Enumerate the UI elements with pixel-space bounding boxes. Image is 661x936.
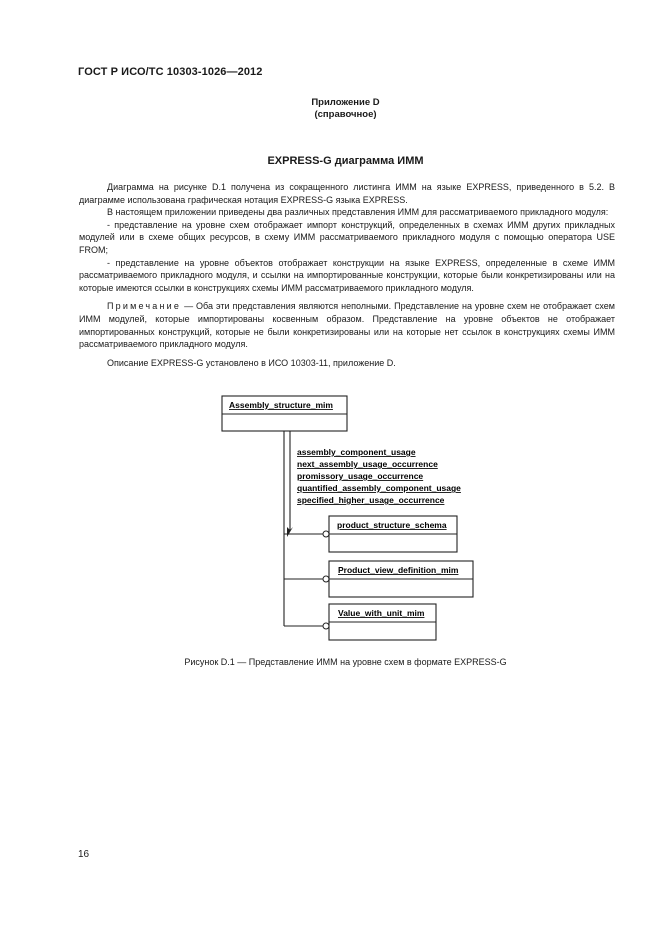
used-entity-item: quantified_assembly_component_usage	[297, 483, 461, 493]
paragraph-reference: Описание EXPRESS-G установлено в ИСО 10303-11, приложение D.	[107, 357, 396, 368]
schema-box-product-structure	[329, 516, 457, 552]
circle-end-icon	[323, 576, 329, 582]
figure-caption-text: Рисунок D.1 — Представление ИММ на уровне схем в формате EXPRESS-G	[184, 657, 507, 667]
circle-end-icon	[323, 531, 329, 537]
annex-title: Приложение D	[311, 97, 380, 108]
paragraph-views: В настоящем приложении приведены два различных представления ИММ для рассматриваемого прикладного модуля:	[107, 207, 609, 218]
schema-box-product-view	[329, 561, 473, 597]
document-code: ГОСТ Р ИСО/ТС 10303-1026—2012	[78, 66, 263, 78]
paragraph-object-view: - представление на уровне объектов отображает конструкции на языке EXPRESS, определенные в схеме ИММ рассматриваемого прикладного модуля, и ссылки на импортированные конструкции, которые были конкретизированы или на которые имеются ссылки в конструкциях схемы ИММ рассматриваемого прикладного модуля.	[79, 257, 615, 293]
used-entities-list	[297, 447, 461, 505]
connector-circles	[323, 531, 329, 629]
paragraph-intro: Диаграмма на рисунке D.1 получена из сокращенного листинга ИММ на языке EXPRESS, приведенного в 5.2. В диаграмме использована графическая нотация EXPRESS-G языка EXPRESS.	[79, 182, 615, 205]
schema-label: Product_view_definition_mim	[338, 565, 459, 575]
main-schema-label: Assembly_structure_mim	[229, 400, 333, 410]
annex-status: (справочное)	[314, 109, 377, 120]
schema-label: Value_with_unit_mim	[338, 608, 425, 618]
used-entity-item: next_assembly_usage_occurrence	[297, 459, 438, 469]
note-label: Примечание	[107, 301, 182, 312]
page-number: 16	[78, 849, 90, 860]
used-entity-item: assembly_component_usage	[297, 447, 416, 457]
used-entity-item: specified_higher_usage_occurrence	[297, 495, 445, 505]
circle-end-icon	[323, 623, 329, 629]
main-schema-box	[222, 396, 347, 431]
section-title-text: EXPRESS-G диаграмма ИММ	[267, 155, 424, 167]
schema-label: product_structure_schema	[337, 520, 447, 530]
used-entity-item: promissory_usage_occurrence	[297, 471, 424, 481]
figure-caption	[0, 657, 661, 667]
paragraph-schema-view: - представление на уровне схем отображает импорт конструкций, определенных в схемах ИММ других прикладных модулей или в схеме общих ресурсов, в схему ИММ рассматриваемого прикладного модуля с помощью оператора USE FROM;	[79, 219, 615, 255]
note-text: — Оба эти представления являются неполными. Представление на уровне схем не отображает схем ИММ модулей, которые импортированы косвенным образом. Представление на уровне объектов не отображает импортированных конструкций, которые не были конкретизированы или на которые нет ссылок в конструкциях схемы ИММ рассматриваемого прикладного модуля.	[79, 301, 615, 350]
schema-box-value-with-unit	[329, 604, 436, 640]
